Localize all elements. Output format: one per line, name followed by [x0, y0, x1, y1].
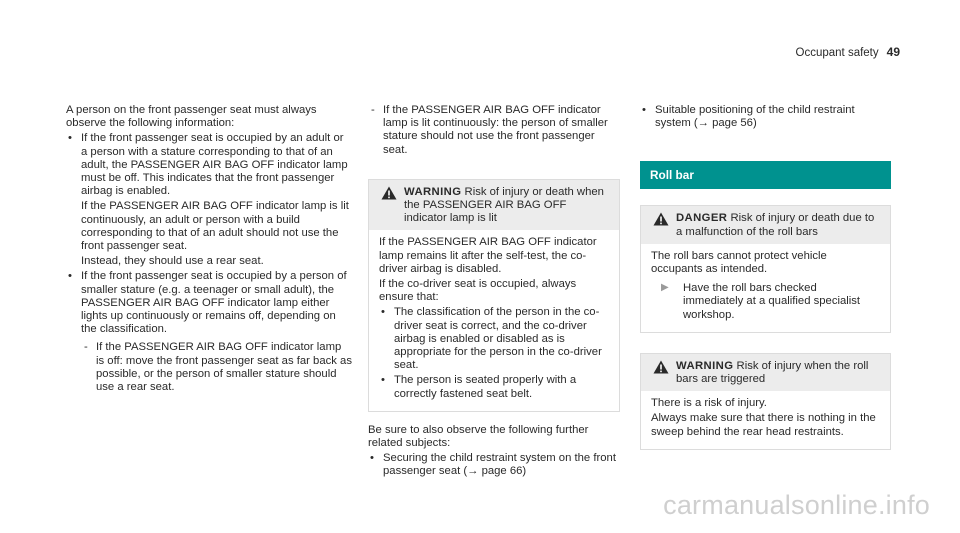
paragraph: If the front passenger seat is occupied by an adult or a person with a stature corresponding to that of an adult, the PASSENGER AIR BAG OFF indicator lamp must be off. This indicates that the front passenger airbag is enabled. [81, 132, 348, 198]
warning-header [369, 180, 619, 231]
bullet-glyph: • [381, 306, 385, 319]
paragraph: Instead, they should use a rear seat. [81, 255, 264, 268]
paragraph: If the PASSENGER AIR BAG OFF indicator lamp is lit continuously: the person of smaller stature should not use the front passenger seat. [383, 104, 608, 156]
paragraph: If the PASSENGER AIR BAG OFF indicator lamp is off: move the front passenger seat as far back as possible, or the person of smaller stature should use a rear seat. [96, 341, 352, 394]
bullet-item [640, 104, 891, 130]
bullet-glyph: • [68, 270, 72, 283]
dash-glyph: - [371, 104, 375, 116]
paragraph: Have the roll bars checked immediately at a qualified specialist workshop. [683, 282, 861, 321]
warning-triangle-icon [653, 212, 669, 226]
paragraph: Always make sure that there is nothing in the sweep behind the rear head restraints. [651, 412, 876, 438]
bullet-glyph: • [642, 104, 646, 116]
cross-reference-link[interactable]: Securing the child restraint system on the front passenger seat (→ page 66) [383, 452, 616, 478]
step-arrow-icon: ▶ [661, 282, 669, 294]
paragraph: If the front passenger seat is occupied by a person of smaller stature (e.g. a teenager or small adult), the PASSENGER AIR BAG OFF indicator lamp either lights up continuously or remains off, depending on the classification. [81, 270, 347, 336]
warning-header [641, 354, 890, 391]
cross-reference-link[interactable]: Suitable positioning of the child restraint system (→ page 56) [655, 104, 855, 130]
dash-item [368, 104, 620, 157]
warning-title: Risk of injury or death when the PASSENGER AIR BAG OFF indicator lamp is lit [404, 185, 604, 225]
page-number: 49 [886, 45, 900, 59]
paragraph: If the PASSENGER AIR BAG OFF indicator lamp remains lit after the self-test, the co-driver airbag is disabled. [379, 236, 597, 275]
paragraph: The person is seated properly with a correctly fastened seat belt. [394, 374, 577, 400]
warning-box [640, 353, 891, 450]
warning-label: WARNING [404, 185, 462, 198]
bullet-glyph: • [381, 374, 385, 387]
bullet-glyph: • [370, 452, 374, 465]
paragraph: If the PASSENGER AIR BAG OFF indicator lamp is lit continuously, an adult or person with a build corresponding to that of an adult should not use the front passenger seat. [81, 200, 349, 253]
bullet-glyph: • [68, 132, 72, 145]
paragraph: If the co-driver seat is occupied, always ensure that: [379, 278, 577, 304]
column-2 [368, 104, 620, 481]
danger-label: DANGER [676, 212, 728, 225]
warning-triangle-icon [381, 186, 397, 200]
paragraph: There is a risk of injury. [651, 397, 767, 410]
bullet-item [379, 306, 609, 372]
warning-body [641, 391, 890, 449]
danger-box [640, 205, 891, 332]
warning-label: WARNING [676, 359, 734, 372]
danger-header [641, 206, 890, 243]
intro-text: A person on the front passenger seat must always observe the following information: [66, 104, 317, 130]
bullet-item [66, 132, 352, 268]
bullet-item [66, 270, 352, 394]
bullet-item [368, 452, 620, 478]
page-header [796, 46, 900, 60]
danger-body [641, 244, 890, 332]
warning-box [368, 179, 620, 412]
warning-body [369, 230, 619, 410]
paragraph: The classification of the person in the co-driver seat is correct, and the co-driver airbag is enabled or disabled as is appropriate for the person in the co-driver seat. [394, 306, 602, 372]
section-heading-roll-bar: Roll bar [640, 161, 891, 189]
column-1 [66, 104, 352, 396]
instruction-step [651, 282, 880, 322]
warning-triangle-icon [653, 360, 669, 374]
warning-title: Risk of injury when the roll bars are triggered [676, 359, 869, 386]
further-text: Be sure to also observe the following further related subjects: [368, 423, 589, 450]
danger-title: Risk of injury or death due to a malfunction of the roll bars [676, 212, 875, 238]
bullet-item [379, 374, 609, 400]
watermark-text: carmanualsonline.info [663, 490, 930, 520]
paragraph: The roll bars cannot protect vehicle occupants as intended. [651, 249, 827, 276]
column-3 [640, 104, 891, 450]
dash-glyph: - [84, 341, 88, 354]
dash-item [81, 341, 352, 394]
section-title: Occupant safety [795, 47, 879, 59]
